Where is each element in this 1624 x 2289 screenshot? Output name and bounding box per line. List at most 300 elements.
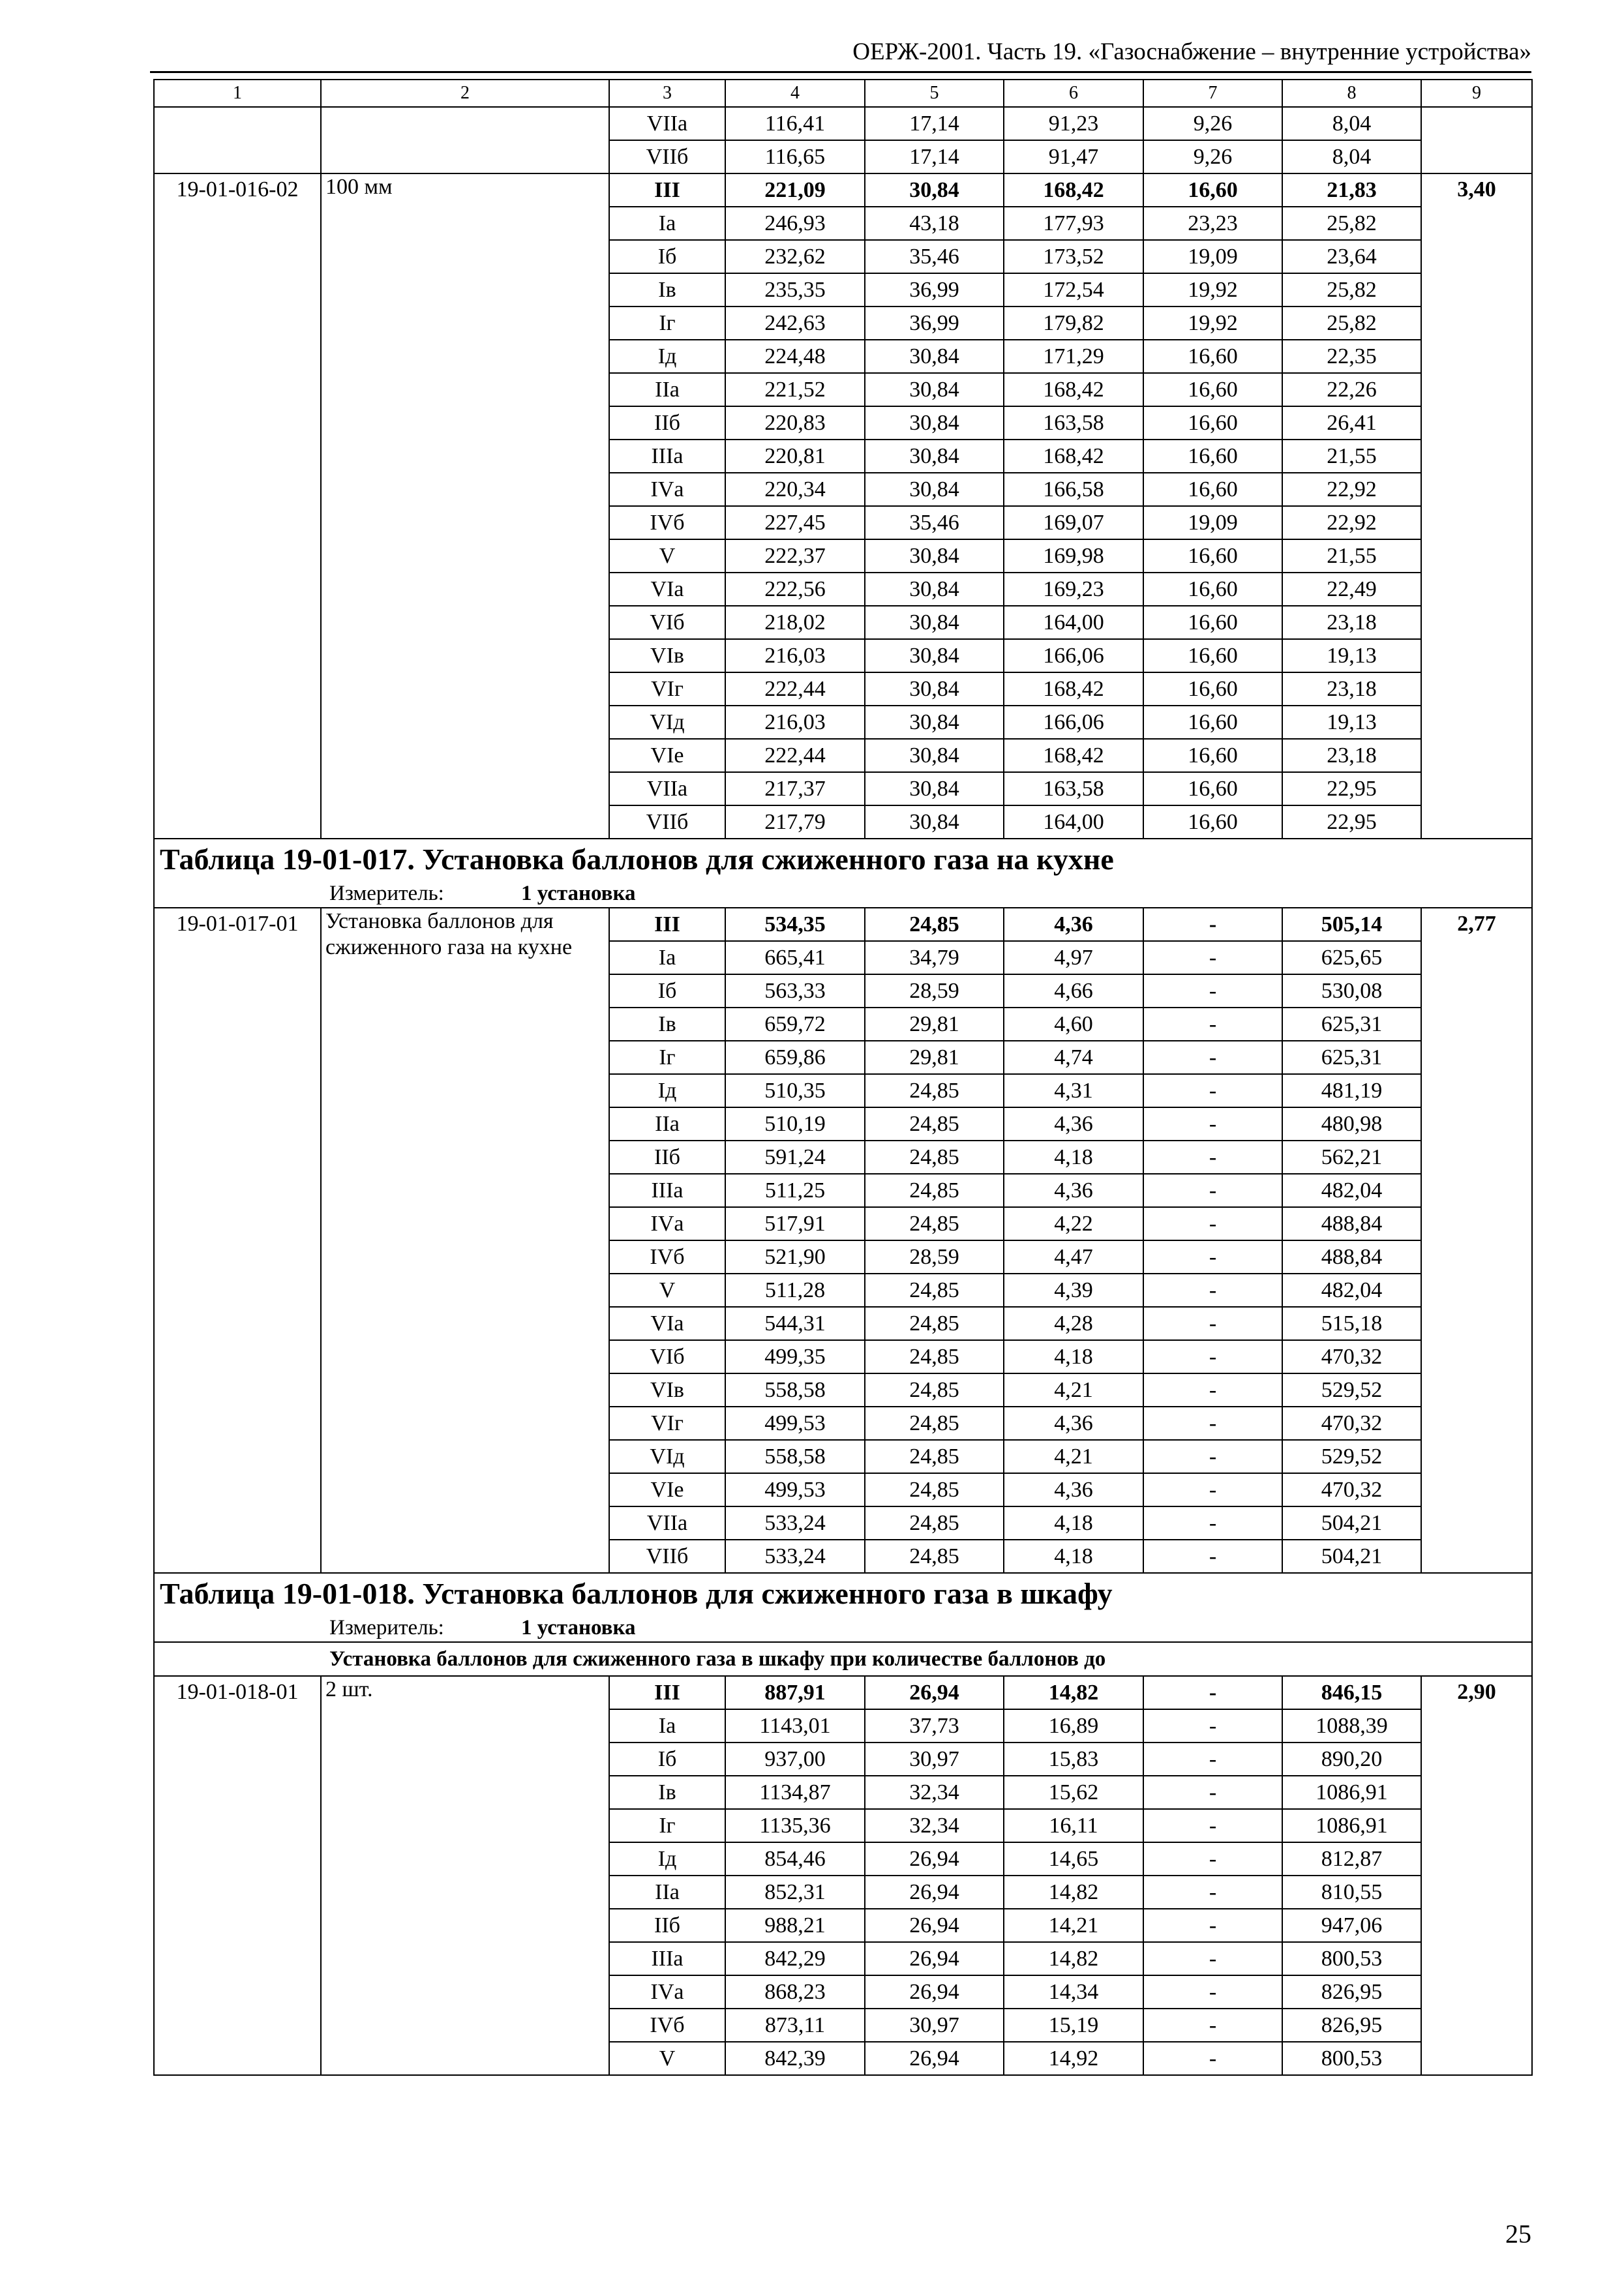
direct-cost: 854,46 (725, 1842, 865, 1876)
materials-cost: 562,21 (1282, 1141, 1421, 1174)
zone: IIа (609, 1876, 725, 1909)
direct-cost: 868,23 (725, 1975, 865, 2009)
operator-wage: - (1143, 1942, 1282, 1975)
machine-cost: 4,18 (1004, 1340, 1143, 1373)
zone: Iд (609, 1842, 725, 1876)
direct-cost: 227,45 (725, 506, 865, 539)
materials-cost: 482,04 (1282, 1174, 1421, 1207)
operator-wage: - (1143, 974, 1282, 1008)
labor-cost: 30,84 (865, 473, 1004, 506)
direct-cost: 220,81 (725, 440, 865, 473)
operator-wage: - (1143, 1074, 1282, 1107)
labor-cost: 29,81 (865, 1008, 1004, 1041)
materials-cost: 1088,39 (1282, 1709, 1421, 1743)
zone: VIе (609, 739, 725, 772)
zone: V (609, 539, 725, 573)
machine-cost: 179,82 (1004, 307, 1143, 340)
rate-code: 19-01-018-01 (154, 1676, 321, 2075)
labor-cost: 30,84 (865, 173, 1004, 207)
labor-cost: 43,18 (865, 207, 1004, 240)
direct-cost: 242,63 (725, 307, 865, 340)
zone: IIIа (609, 440, 725, 473)
direct-cost: 499,53 (725, 1407, 865, 1440)
column-number-row (154, 80, 1532, 107)
operator-wage: - (1143, 1842, 1282, 1876)
materials-cost: 1086,91 (1282, 1776, 1421, 1809)
machine-cost: 168,42 (1004, 440, 1143, 473)
direct-cost: 222,44 (725, 739, 865, 772)
direct-cost: 591,24 (725, 1141, 865, 1174)
direct-cost: 235,35 (725, 273, 865, 307)
operator-wage: 19,09 (1143, 240, 1282, 273)
materials-cost: 529,52 (1282, 1373, 1421, 1407)
machine-cost: 163,58 (1004, 406, 1143, 440)
labor-cost: 26,94 (865, 1975, 1004, 2009)
operator-wage: 16,60 (1143, 406, 1282, 440)
labor-cost: 29,81 (865, 1041, 1004, 1074)
zone: Iд (609, 1074, 725, 1107)
materials-cost: 22,26 (1282, 373, 1421, 406)
zone: VIIб (609, 140, 725, 173)
operator-wage: 23,23 (1143, 207, 1282, 240)
labor-cost: 24,85 (865, 1207, 1004, 1240)
operator-wage: 16,60 (1143, 639, 1282, 672)
zone: VIд (609, 1440, 725, 1473)
operator-wage: - (1143, 1041, 1282, 1074)
materials-cost: 810,55 (1282, 1876, 1421, 1909)
machine-cost: 4,28 (1004, 1307, 1143, 1340)
materials-cost: 482,04 (1282, 1274, 1421, 1307)
table-title-row (154, 839, 1532, 879)
direct-cost: 221,09 (725, 173, 865, 207)
labor-cost: 30,84 (865, 539, 1004, 573)
machine-cost: 166,58 (1004, 473, 1143, 506)
machine-cost: 172,54 (1004, 273, 1143, 307)
zone: IVб (609, 506, 725, 539)
zone: VIIа (609, 1506, 725, 1540)
operator-wage: 9,26 (1143, 140, 1282, 173)
materials-cost: 947,06 (1282, 1909, 1421, 1942)
zone: VIа (609, 573, 725, 606)
labor-cost: 30,97 (865, 2009, 1004, 2042)
zone: Iа (609, 941, 725, 974)
measure-cell (154, 879, 1532, 908)
column-number: 4 (725, 80, 865, 107)
operator-wage: - (1143, 2009, 1282, 2042)
direct-cost: 222,56 (725, 573, 865, 606)
materials-cost: 8,04 (1282, 140, 1421, 173)
operator-wage: - (1143, 1809, 1282, 1842)
rate-code: 19-01-017-01 (154, 908, 321, 1573)
zone: VIд (609, 706, 725, 739)
machine-cost: 14,34 (1004, 1975, 1143, 2009)
machine-cost: 166,06 (1004, 706, 1143, 739)
machine-cost: 168,42 (1004, 739, 1143, 772)
direct-cost: 222,44 (725, 672, 865, 706)
direct-cost: 517,91 (725, 1207, 865, 1240)
materials-cost: 470,32 (1282, 1340, 1421, 1373)
direct-cost: 659,72 (725, 1008, 865, 1041)
direct-cost: 558,58 (725, 1373, 865, 1407)
labor-cost: 24,85 (865, 1340, 1004, 1373)
machine-cost: 168,42 (1004, 672, 1143, 706)
machine-cost: 14,82 (1004, 1942, 1143, 1975)
materials-cost: 23,64 (1282, 240, 1421, 273)
materials-cost: 22,95 (1282, 805, 1421, 839)
zone: Iб (609, 1743, 725, 1776)
zone: IVа (609, 1207, 725, 1240)
operator-wage: - (1143, 2042, 1282, 2075)
table-row (154, 173, 1532, 207)
zone: IVб (609, 1240, 725, 1274)
materials-cost: 800,53 (1282, 1942, 1421, 1975)
materials-cost: 23,18 (1282, 739, 1421, 772)
zone: III (609, 908, 725, 941)
zone: V (609, 2042, 725, 2075)
operator-wage: 16,60 (1143, 473, 1282, 506)
labor-cost: 24,85 (865, 1174, 1004, 1207)
labor-cost: 24,85 (865, 1540, 1004, 1573)
labor-cost: 26,94 (865, 1876, 1004, 1909)
labor-cost: 32,34 (865, 1776, 1004, 1809)
zone: Iв (609, 273, 725, 307)
measure-value: 1 установка (521, 1615, 636, 1639)
direct-cost: 220,83 (725, 406, 865, 440)
machine-cost: 14,92 (1004, 2042, 1143, 2075)
operator-wage: 16,60 (1143, 772, 1282, 805)
labor-cost: 24,85 (865, 1274, 1004, 1307)
zone: V (609, 1274, 725, 1307)
operator-wage: 16,60 (1143, 573, 1282, 606)
operator-wage: - (1143, 1373, 1282, 1407)
labor-hours: 2,77 (1421, 908, 1532, 1573)
zone: IVа (609, 473, 725, 506)
zone: Iг (609, 1041, 725, 1074)
direct-cost: 216,03 (725, 706, 865, 739)
operator-wage: - (1143, 1174, 1282, 1207)
materials-cost: 23,18 (1282, 672, 1421, 706)
measure-row (154, 879, 1532, 908)
labor-cost: 30,84 (865, 805, 1004, 839)
zone: VIг (609, 1407, 725, 1440)
labor-cost: 32,34 (865, 1809, 1004, 1842)
zone: IVб (609, 2009, 725, 2042)
operator-wage: - (1143, 1876, 1282, 1909)
direct-cost: 1135,36 (725, 1809, 865, 1842)
labor-cost: 24,85 (865, 1473, 1004, 1506)
rate-code: 19-01-016-02 (154, 173, 321, 839)
direct-cost: 937,00 (725, 1743, 865, 1776)
direct-cost: 246,93 (725, 207, 865, 240)
machine-cost: 171,29 (1004, 340, 1143, 373)
subtitle-cell (154, 1642, 1532, 1676)
operator-wage: - (1143, 1676, 1282, 1709)
materials-cost: 800,53 (1282, 2042, 1421, 2075)
materials-cost: 22,35 (1282, 340, 1421, 373)
direct-cost: 116,65 (725, 140, 865, 173)
operator-wage: - (1143, 1407, 1282, 1440)
column-number: 9 (1421, 80, 1532, 107)
operator-wage: 16,60 (1143, 672, 1282, 706)
materials-cost: 1086,91 (1282, 1809, 1421, 1842)
materials-cost: 826,95 (1282, 1975, 1421, 2009)
labor-cost: 17,14 (865, 140, 1004, 173)
direct-cost: 544,31 (725, 1307, 865, 1340)
zone: VIе (609, 1473, 725, 1506)
labor-cost: 30,84 (865, 639, 1004, 672)
zone: VIа (609, 1307, 725, 1340)
operator-wage: 16,60 (1143, 706, 1282, 739)
operator-wage: 16,60 (1143, 539, 1282, 573)
operator-wage: - (1143, 1207, 1282, 1240)
zone: VIIа (609, 107, 725, 140)
labor-cost: 30,84 (865, 373, 1004, 406)
materials-cost: 480,98 (1282, 1107, 1421, 1141)
operator-wage: - (1143, 941, 1282, 974)
direct-cost: 1134,87 (725, 1776, 865, 1809)
labor-cost: 26,94 (865, 1676, 1004, 1709)
machine-cost: 4,60 (1004, 1008, 1143, 1041)
table-row (154, 908, 1532, 941)
materials-cost: 505,14 (1282, 908, 1421, 941)
measure-label: Измеритель: (329, 1615, 444, 1639)
operator-wage: - (1143, 1909, 1282, 1942)
direct-cost: 221,52 (725, 373, 865, 406)
direct-cost: 842,29 (725, 1942, 865, 1975)
operator-wage: 19,09 (1143, 506, 1282, 539)
operator-wage: 16,60 (1143, 340, 1282, 373)
materials-cost: 19,13 (1282, 639, 1421, 672)
direct-cost: 510,35 (725, 1074, 865, 1107)
direct-cost: 659,86 (725, 1041, 865, 1074)
direct-cost: 222,37 (725, 539, 865, 573)
machine-cost: 4,47 (1004, 1240, 1143, 1274)
machine-cost: 169,23 (1004, 573, 1143, 606)
zone: Iв (609, 1776, 725, 1809)
operator-wage: - (1143, 1709, 1282, 1743)
direct-cost: 842,39 (725, 2042, 865, 2075)
zone: VIг (609, 672, 725, 706)
zone: III (609, 1676, 725, 1709)
materials-cost: 21,55 (1282, 440, 1421, 473)
machine-cost: 14,82 (1004, 1676, 1143, 1709)
header-rule (150, 71, 1531, 73)
machine-cost: 169,98 (1004, 539, 1143, 573)
operator-wage: - (1143, 1107, 1282, 1141)
operator-wage: - (1143, 1307, 1282, 1340)
machine-cost: 4,31 (1004, 1074, 1143, 1107)
direct-cost: 220,34 (725, 473, 865, 506)
operator-wage: - (1143, 1274, 1282, 1307)
materials-cost: 21,83 (1282, 173, 1421, 207)
machine-cost: 164,00 (1004, 606, 1143, 639)
zone: Iа (609, 207, 725, 240)
materials-cost: 625,31 (1282, 1041, 1421, 1074)
operator-wage: 9,26 (1143, 107, 1282, 140)
direct-cost: 116,41 (725, 107, 865, 140)
materials-cost: 515,18 (1282, 1307, 1421, 1340)
table-row (154, 1676, 1532, 1709)
column-number: 5 (865, 80, 1004, 107)
direct-cost: 533,24 (725, 1506, 865, 1540)
labor-cost: 30,84 (865, 440, 1004, 473)
table-row (154, 107, 1532, 140)
materials-cost: 25,82 (1282, 307, 1421, 340)
zone: Iв (609, 1008, 725, 1041)
labor-cost: 30,84 (865, 672, 1004, 706)
operator-wage: - (1143, 1975, 1282, 2009)
zone: IIIа (609, 1174, 725, 1207)
labor-cost: 24,85 (865, 1440, 1004, 1473)
direct-cost: 499,35 (725, 1340, 865, 1373)
materials-cost: 21,55 (1282, 539, 1421, 573)
direct-cost: 558,58 (725, 1440, 865, 1473)
direct-cost: 217,37 (725, 772, 865, 805)
page-header: ОЕРЖ-2001. Часть 19. «Газоснабжение – внутренние устройства» (852, 38, 1531, 65)
machine-cost: 4,39 (1004, 1274, 1143, 1307)
machine-cost: 168,42 (1004, 173, 1143, 207)
labor-cost: 26,94 (865, 1942, 1004, 1975)
machine-cost: 91,23 (1004, 107, 1143, 140)
operator-wage: 16,60 (1143, 173, 1282, 207)
direct-cost: 232,62 (725, 240, 865, 273)
labor-cost: 30,84 (865, 739, 1004, 772)
direct-cost: 887,91 (725, 1676, 865, 1709)
materials-cost: 488,84 (1282, 1207, 1421, 1240)
rate-name: Установка баллонов для сжиженного газа на кухне (321, 908, 609, 1573)
materials-cost: 22,92 (1282, 506, 1421, 539)
column-number: 6 (1004, 80, 1143, 107)
materials-cost: 481,19 (1282, 1074, 1421, 1107)
column-number: 8 (1282, 80, 1421, 107)
subtitle-text: Установка баллонов для сжиженного газа в шкафу при количестве баллонов до (329, 1647, 1106, 1671)
labor-cost: 28,59 (865, 1240, 1004, 1274)
labor-cost: 17,14 (865, 107, 1004, 140)
materials-cost: 22,95 (1282, 772, 1421, 805)
labor-cost: 30,84 (865, 573, 1004, 606)
machine-cost: 14,21 (1004, 1909, 1143, 1942)
direct-cost: 665,41 (725, 941, 865, 974)
direct-cost: 533,24 (725, 1540, 865, 1573)
direct-cost: 216,03 (725, 639, 865, 672)
labor-cost: 34,79 (865, 941, 1004, 974)
materials-cost: 23,18 (1282, 606, 1421, 639)
materials-cost: 530,08 (1282, 974, 1421, 1008)
zone: III (609, 173, 725, 207)
labor-cost: 24,85 (865, 1373, 1004, 1407)
zone: VIIб (609, 1540, 725, 1573)
materials-cost: 504,21 (1282, 1506, 1421, 1540)
zone: IVа (609, 1975, 725, 2009)
direct-cost: 510,19 (725, 1107, 865, 1141)
operator-wage: 16,60 (1143, 805, 1282, 839)
materials-cost: 470,32 (1282, 1407, 1421, 1440)
labor-cost: 24,85 (865, 1407, 1004, 1440)
zone: Iд (609, 340, 725, 373)
machine-cost: 15,83 (1004, 1743, 1143, 1776)
materials-cost: 488,84 (1282, 1240, 1421, 1274)
direct-cost: 217,79 (725, 805, 865, 839)
operator-wage: - (1143, 1141, 1282, 1174)
zone: Iб (609, 974, 725, 1008)
labor-cost: 36,99 (865, 307, 1004, 340)
labor-cost: 24,85 (865, 1506, 1004, 1540)
machine-cost: 15,62 (1004, 1776, 1143, 1809)
machine-cost: 14,82 (1004, 1876, 1143, 1909)
labor-cost: 26,94 (865, 1909, 1004, 1942)
direct-cost: 534,35 (725, 908, 865, 941)
direct-cost: 224,48 (725, 340, 865, 373)
machine-cost: 4,18 (1004, 1141, 1143, 1174)
materials-cost: 22,92 (1282, 473, 1421, 506)
materials-cost: 529,52 (1282, 1440, 1421, 1473)
zone: IIб (609, 1141, 725, 1174)
machine-cost: 4,22 (1004, 1207, 1143, 1240)
machine-cost: 177,93 (1004, 207, 1143, 240)
labor-cost: 35,46 (865, 240, 1004, 273)
machine-cost: 4,18 (1004, 1540, 1143, 1573)
materials-cost: 26,41 (1282, 406, 1421, 440)
machine-cost: 4,21 (1004, 1373, 1143, 1407)
labor-hours: 3,40 (1421, 173, 1532, 839)
machine-cost: 91,47 (1004, 140, 1143, 173)
labor-cost: 30,84 (865, 772, 1004, 805)
operator-wage: - (1143, 1340, 1282, 1373)
column-number: 7 (1143, 80, 1282, 107)
direct-cost: 511,25 (725, 1174, 865, 1207)
labor-cost: 30,97 (865, 1743, 1004, 1776)
direct-cost: 511,28 (725, 1274, 865, 1307)
machine-cost: 168,42 (1004, 373, 1143, 406)
operator-wage: - (1143, 1540, 1282, 1573)
labor-cost: 28,59 (865, 974, 1004, 1008)
column-number: 2 (321, 80, 609, 107)
materials-cost: 846,15 (1282, 1676, 1421, 1709)
direct-cost: 499,53 (725, 1473, 865, 1506)
machine-cost: 16,89 (1004, 1709, 1143, 1743)
zone: IIб (609, 406, 725, 440)
materials-cost: 470,32 (1282, 1473, 1421, 1506)
operator-wage: - (1143, 1743, 1282, 1776)
materials-cost: 19,13 (1282, 706, 1421, 739)
direct-cost: 521,90 (725, 1240, 865, 1274)
rate-code (154, 107, 321, 173)
zone: VIб (609, 606, 725, 639)
labor-cost: 26,94 (865, 2042, 1004, 2075)
table-title-row (154, 1573, 1532, 1613)
labor-cost: 24,85 (865, 1107, 1004, 1141)
materials-cost: 504,21 (1282, 1540, 1421, 1573)
direct-cost: 1143,01 (725, 1709, 865, 1743)
rate-name: 2 шт. (321, 1676, 609, 2075)
direct-cost: 563,33 (725, 974, 865, 1008)
labor-cost: 24,85 (865, 1307, 1004, 1340)
zone: Iг (609, 307, 725, 340)
machine-cost: 16,11 (1004, 1809, 1143, 1842)
machine-cost: 4,18 (1004, 1506, 1143, 1540)
zone: Iб (609, 240, 725, 273)
materials-cost: 25,82 (1282, 273, 1421, 307)
materials-cost: 890,20 (1282, 1743, 1421, 1776)
operator-wage: - (1143, 1240, 1282, 1274)
zone: Iа (609, 1709, 725, 1743)
materials-cost: 812,87 (1282, 1842, 1421, 1876)
materials-cost: 826,95 (1282, 2009, 1421, 2042)
machine-cost: 4,66 (1004, 974, 1143, 1008)
zone: IIIа (609, 1942, 725, 1975)
machine-cost: 169,07 (1004, 506, 1143, 539)
zone: IIа (609, 1107, 725, 1141)
